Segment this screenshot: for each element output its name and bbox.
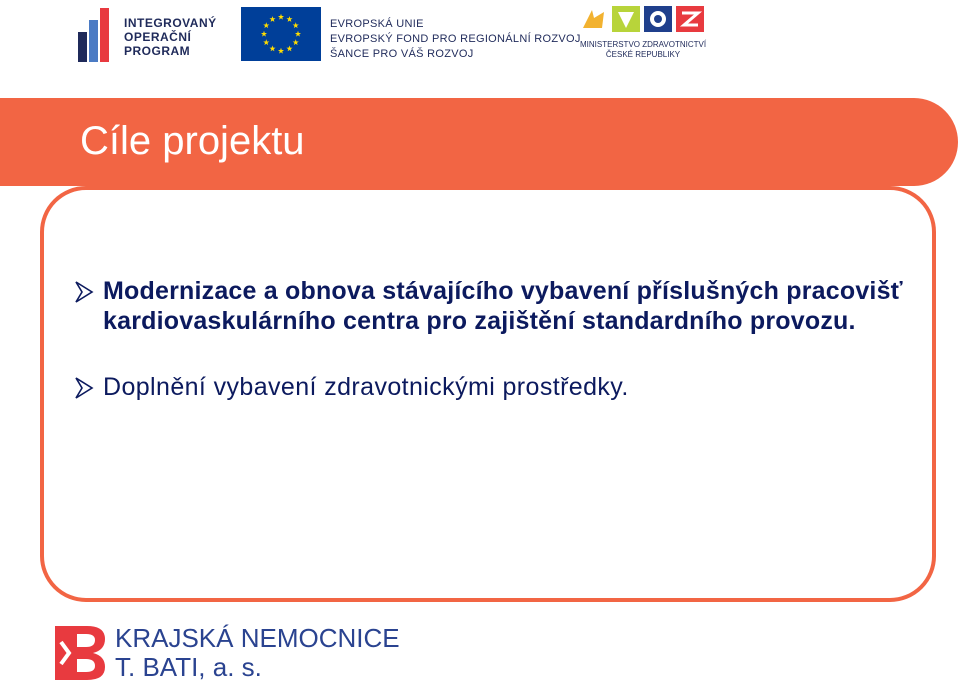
hospital-name — [115, 624, 400, 682]
hospital-logo — [55, 623, 435, 682]
ministry-logo — [580, 6, 706, 66]
iop-bars-icon — [78, 8, 118, 62]
eu-line-2: EVROPSKÝ FOND PRO REGIONÁLNÍ ROZVOJ — [330, 33, 581, 45]
iop-logo-text — [124, 16, 217, 58]
ministry-tile-icon — [612, 6, 640, 32]
hospital-line-1: KRAJSKÁ NEMOCNICE — [115, 623, 400, 653]
hospital-emblem-icon — [55, 626, 107, 680]
iop-line-1: INTEGROVANÝ — [124, 16, 217, 30]
iop-line-3: PROGRAM — [124, 44, 191, 58]
title-bar — [0, 98, 958, 186]
ministry-line-1: MINISTERSTVO ZDRAVOTNICTVÍ — [580, 40, 707, 49]
eu-line-3: ŠANCE PRO VÁŠ ROZVOJ — [330, 48, 474, 60]
bullet-item — [68, 372, 908, 402]
bullet-item — [68, 276, 908, 336]
eu-flag-icon — [241, 7, 321, 61]
iop-logo — [78, 8, 228, 64]
arrowhead-bullet-icon — [74, 281, 94, 303]
eu-line-1: EVROPSKÁ UNIE — [330, 18, 424, 30]
logo-strip — [0, 0, 960, 90]
ministry-tiles-icon — [580, 6, 706, 34]
iop-line-2: OPERAČNÍ — [124, 30, 192, 44]
bullet-list — [68, 276, 908, 402]
slide-title: Cíle projektu — [80, 119, 305, 163]
eu-logo-text — [330, 17, 581, 62]
ministry-tile-icon — [580, 6, 608, 32]
ministry-tile-icon — [644, 6, 672, 32]
ministry-logo-text — [580, 40, 706, 60]
ministry-tile-icon — [676, 6, 704, 32]
bullet-text: Modernizace a obnova stávajícího vybavení příslušných pracovišť kardiovaskulárního centra pro zajištění standardního provozu. — [103, 277, 903, 335]
bullet-text: Doplnění vybavení zdravotnickými prostředky. — [103, 373, 629, 401]
ministry-line-2: ČESKÉ REPUBLIKY — [605, 50, 681, 59]
arrowhead-bullet-icon — [74, 377, 94, 399]
hospital-line-2: T. BATI, a. s. — [115, 652, 262, 682]
